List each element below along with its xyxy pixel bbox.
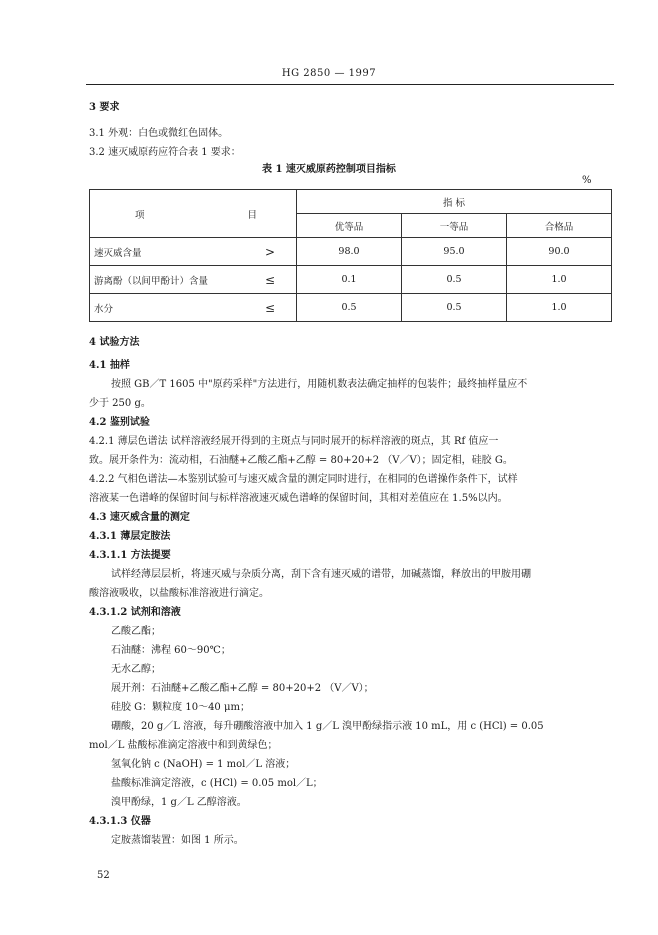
clause-4-3: 4.3 速灭威含量的测定 xyxy=(89,512,190,523)
table-row xyxy=(90,294,612,322)
row-value: 0.1 xyxy=(297,266,402,294)
table-caption: 表 1 速灭威原药控制项目指标 xyxy=(262,164,396,175)
reagent-line: 展开剂：石油醚+乙酸乙酯+乙醇 = 80+20+2 （V／V）； xyxy=(111,683,374,694)
table-row xyxy=(90,238,612,266)
header-rule xyxy=(86,84,614,85)
reagent-line: 无水乙醇； xyxy=(111,664,161,675)
header-index: 指 标 xyxy=(297,190,612,214)
clause-4-2-2-a: 4.2.2 气相色谱法—本鉴别试验可与速灭威含量的测定同时进行，在相同的色谱操作条件下，试样 xyxy=(89,474,518,485)
clause-4-3-1: 4.3.1 薄层定胺法 xyxy=(89,531,171,542)
reagent-line: 盐酸标准滴定溶液，c (HCl) = 0.05 mol／L； xyxy=(111,778,323,789)
row-name: 速灭威含量 xyxy=(90,238,245,266)
reagent-line: 溴甲酚绿，1 g／L 乙醇溶液。 xyxy=(111,797,247,808)
row-value: 95.0 xyxy=(402,238,507,266)
clause-4-3-1-1: 4.3.1.1 方法提要 xyxy=(89,550,171,561)
reagent-line: 硅胶 G：颗粒度 10～40 μm； xyxy=(111,702,250,713)
clause-4-3-1-1-text-1: 试样经薄层层析，将速灭威与杂质分离，刮下含有速灭威的谱带，加碱蒸馏，释放出的甲胺用硼 xyxy=(111,569,531,580)
page-number: 52 xyxy=(97,870,110,881)
row-operator: ≤ xyxy=(244,294,297,322)
running-header: HG 2850 — 1997 xyxy=(281,68,377,79)
clause-4-3-1-3-text: 定胺蒸馏装置：如图 1 所示。 xyxy=(111,835,244,846)
row-value: 0.5 xyxy=(297,294,402,322)
row-value: 1.0 xyxy=(507,294,612,322)
clause-4-3-1-2: 4.3.1.2 试剂和溶液 xyxy=(89,607,181,618)
reagent-line-continued: mol／L 盐酸标准滴定溶液中和到黄绿色； xyxy=(89,740,278,751)
grade-first: 一等品 xyxy=(402,214,507,238)
reagent-line: 氢氧化钠 c (NaOH) = 1 mol／L 溶液； xyxy=(111,759,296,770)
reagent-line: 硼酸，20 g／L 溶液，每升硼酸溶液中加入 1 g／L 溴甲酚绿指示液 10 mL，用 c (HCl) = 0.05 xyxy=(111,721,544,732)
row-value: 90.0 xyxy=(507,238,612,266)
clause-4-2-2-b: 溶液某一色谱峰的保留时间与标样溶液速灭威色谱峰的保留时间，其相对差值应在 1.5%以内。 xyxy=(89,493,508,504)
section-3-title: 3 要求 xyxy=(89,102,120,113)
row-operator: ≤ xyxy=(244,266,297,294)
clause-3-2: 3.2 速灭威原药应符合表 1 要求： xyxy=(89,147,241,158)
spec-table xyxy=(89,189,612,322)
row-name: 游离酚（以间甲酚计）含量 xyxy=(90,266,245,294)
header-item-cell xyxy=(90,190,297,238)
clause-4-3-1-3: 4.3.1.3 仪器 xyxy=(89,816,151,827)
clause-4-1-text-2: 少于 250 g。 xyxy=(89,398,151,409)
reagent-line: 乙酸乙酯； xyxy=(111,626,161,637)
row-value: 0.5 xyxy=(402,294,507,322)
clause-4-2-1-b: 致。展开条件为：流动相，石油醚+乙酸乙酯+乙醇 = 80+20+2 （V／V）；固定相，硅胶 G。 xyxy=(89,455,513,466)
row-operator: > xyxy=(244,238,297,266)
row-value: 1.0 xyxy=(507,266,612,294)
row-value: 0.5 xyxy=(402,266,507,294)
clause-3-1: 3.1 外观：白色或微红色固体。 xyxy=(89,128,229,139)
clause-4-1-text-1: 按照 GB／T 1605 中"原药采样"方法进行，用随机数表法确定抽样的包装件；最终抽样量应不 xyxy=(111,379,528,390)
clause-4-2-1-a: 4.2.1 薄层色谱法 试样溶液经展开得到的主斑点与同时展开的标样溶液的斑点，其 Rf 值应一 xyxy=(89,436,499,447)
clause-4-2: 4.2 鉴别试验 xyxy=(89,417,150,428)
table-row xyxy=(90,266,612,294)
section-4-title: 4 试验方法 xyxy=(89,337,140,348)
table-unit: % xyxy=(582,175,592,186)
header-mu-label: 目 xyxy=(247,209,258,221)
row-name: 水分 xyxy=(90,294,245,322)
grade-qualified: 合格品 xyxy=(507,214,612,238)
clause-4-1: 4.1 抽样 xyxy=(89,360,130,371)
reagent-line: 石油醚：沸程 60～90℃； xyxy=(111,645,231,656)
grade-premium: 优等品 xyxy=(297,214,402,238)
row-value: 98.0 xyxy=(297,238,402,266)
clause-4-3-1-1-text-2: 酸溶液吸收，以盐酸标准溶液进行滴定。 xyxy=(89,588,269,599)
header-item-label: 项 xyxy=(135,209,145,221)
